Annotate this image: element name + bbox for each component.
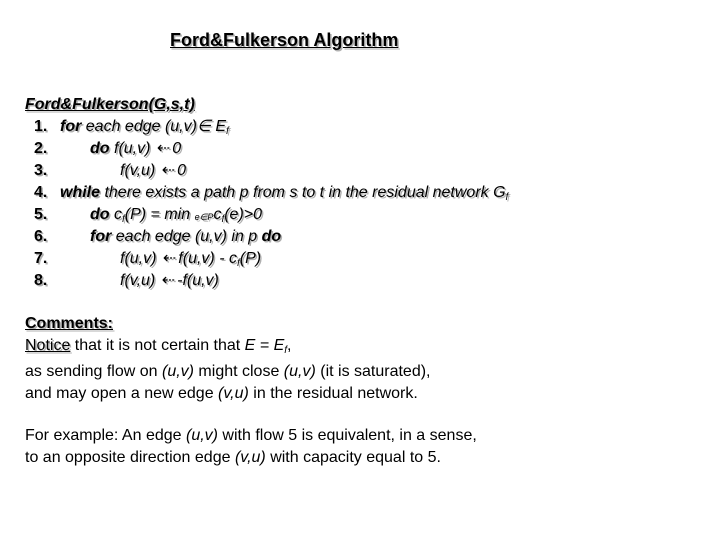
subscript: f [284, 344, 288, 356]
comments-heading: Comments: [25, 315, 114, 332]
code-fragment: 0 [172, 140, 182, 157]
code-fragment: 0 [177, 162, 187, 179]
comments-section [25, 313, 477, 468]
code-fragment: there exists a path p from s to t in the residual network G [100, 184, 506, 201]
paragraph-gap [25, 404, 477, 425]
code-fragment: (e)>0 [224, 206, 263, 223]
comment-line [25, 383, 477, 405]
element-of-symbol: ∈ [196, 118, 211, 135]
line-number: 5. [34, 206, 48, 223]
keyword-do: do [90, 140, 110, 157]
code-text [90, 138, 181, 160]
comment-line [25, 425, 477, 447]
assign-arrow-icon: ⇠ [161, 272, 176, 289]
line-number: 2. [34, 140, 48, 157]
line-number: 3. [34, 162, 48, 179]
code-fragment: c [213, 206, 222, 223]
keyword-for: for [60, 118, 82, 135]
code-fragment: f(u,v) - c [178, 250, 237, 267]
code-text [120, 270, 219, 292]
code-text [90, 226, 281, 248]
comment-math: (u,v) [161, 363, 194, 380]
comment-text: with capacity equal to 5. [265, 448, 441, 466]
assign-arrow-icon: ⇠ [156, 140, 171, 157]
assign-arrow-icon: ⇠ [161, 162, 176, 179]
comment-text: with flow 5 is equivalent, in a sense, [217, 427, 477, 444]
line-number: 4. [34, 184, 48, 201]
keyword-do: do [90, 206, 110, 223]
code-fragment: f(u,v) [109, 140, 155, 157]
comment-math: (u,v) [185, 427, 218, 444]
code-fragment: -f(u,v) [177, 272, 219, 289]
line-number: 7. [34, 250, 48, 267]
subscript: f [122, 214, 125, 225]
notice-word: Notice [25, 336, 71, 354]
subscript: f [221, 214, 225, 225]
keyword-do: do [261, 228, 282, 245]
code-fragment: f(u,v) [120, 250, 161, 267]
comment-line [25, 335, 477, 362]
subscript: f [226, 126, 229, 137]
code-fragment: E [210, 118, 227, 135]
comment-math: (u,v) [283, 363, 316, 380]
line-number: 6. [34, 228, 48, 245]
assign-arrow-icon: ⇠ [162, 250, 177, 267]
code-fragment: f(v,u) [120, 162, 160, 179]
comment-line [25, 361, 477, 383]
algorithm-header: Ford&Fulkerson(G,s,t) [25, 96, 195, 113]
code-text [120, 160, 186, 182]
comment-line [25, 447, 477, 469]
code-fragment: each edge (u,v) [81, 118, 197, 135]
comment-math: (v,u) [218, 384, 249, 402]
page-title: Ford&Fulkerson Algorithm [170, 30, 399, 50]
comment-text: For example: An edge [25, 427, 186, 444]
subscript: f [505, 192, 509, 203]
keyword-while: while [60, 184, 101, 201]
code-fragment: (P) = min [124, 206, 195, 223]
comment-text: in the residual network. [248, 384, 418, 402]
comment-text: to an opposite direction edge [25, 448, 235, 466]
comment-text: might close [193, 363, 284, 380]
keyword-for: for [90, 228, 112, 245]
comment-math: E = E [244, 336, 285, 354]
comment-text: , [287, 336, 292, 354]
line-number: 8. [34, 272, 48, 289]
code-fragment: f(v,u) [120, 272, 160, 289]
comment-text: (it is saturated), [315, 363, 431, 380]
subscript: f [236, 258, 240, 269]
code-fragment: each edge (u,v) in p [111, 228, 262, 245]
line-number: 1. [34, 118, 48, 135]
comment-text: and may open a new edge [25, 384, 219, 402]
code-fragment: (P) [239, 250, 262, 267]
subscript: e∈P [194, 212, 214, 222]
code-fragment: c [109, 206, 122, 223]
comment-text: that it is not certain that [70, 336, 245, 354]
comment-math: (v,u) [234, 448, 266, 466]
comment-text: as sending flow on [25, 363, 162, 380]
